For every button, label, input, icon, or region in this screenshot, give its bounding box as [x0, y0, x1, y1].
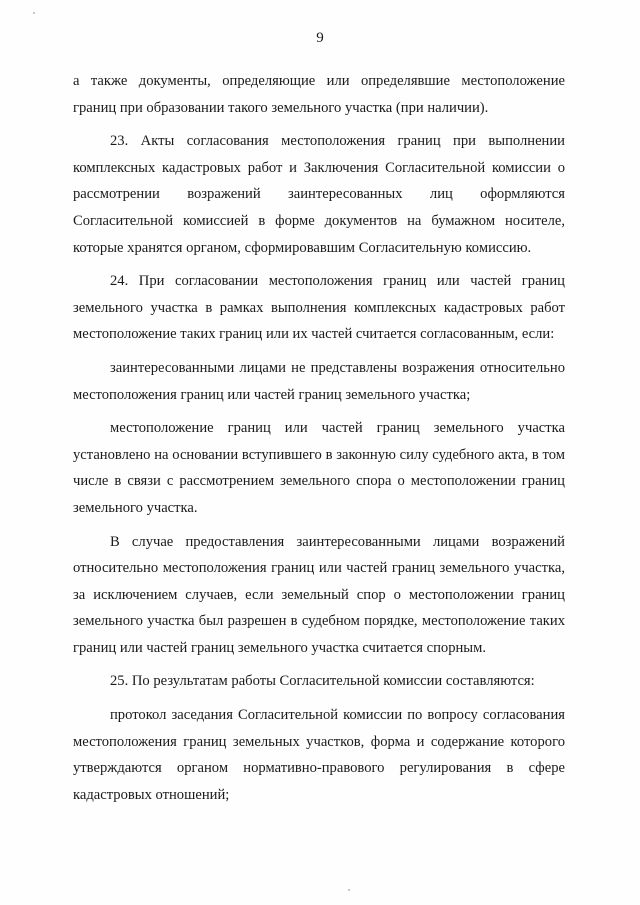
scan-speck — [348, 889, 350, 891]
paragraph-23: 23. Акты согласования местоположения границ при выполнении комплексных кадастровых работ и Заключения Согласительной комиссии о рассмотрении возражений заинтересованных лиц оформляются Согласительной комиссией в форме документов на бумажном носителе, которые хранятся органом, сформировавшим Согласительную комиссию. — [73, 133, 565, 256]
paragraph-dispute: В случае предоставления заинтересованными лицами возражений относительно местоположения границ или частей границ земельного участка, за исключением случаев, если земельный спор о местоположении границ земельного участка был разрешен в судебном порядке, местоположение таких границ или частей границ земельного участка считается спорным. — [73, 533, 565, 656]
scan-speck — [33, 12, 35, 14]
paragraph-25: 25. По результатам работы Согласительной комиссии составляются: — [110, 673, 535, 690]
paragraph-24-item-1: заинтересованными лицами не представлены возражения относительно местоположения границ или частей границ земельного участка; — [73, 359, 565, 403]
paragraph-25-item-1: протокол заседания Согласительной комиссии по вопросу согласования местоположения границ земельных участков, форма и содержание которого утверждаются органом нормативно-правового регулирования в сфере кадастровых отношений; — [73, 707, 565, 803]
paragraph-24: 24. При согласовании местоположения границ или частей границ земельного участка в рамках выполнения комплексных кадастровых работ местоположение таких границ или их частей считается согласованным, если: — [73, 273, 565, 343]
document-body — [73, 68, 565, 808]
paragraph-continuation: а также документы, определяющие или определявшие местоположение границ при образовании такого земельного участка (при наличии). — [73, 73, 565, 116]
page-number: 9 — [316, 30, 324, 46]
paragraph-24-item-2: местоположение границ или частей границ земельного участка установлено на основании вступившего в законную силу судебного акта, в том числе в связи с рассмотрением земельного спора о местоположении границ земельного участка. — [73, 420, 565, 516]
